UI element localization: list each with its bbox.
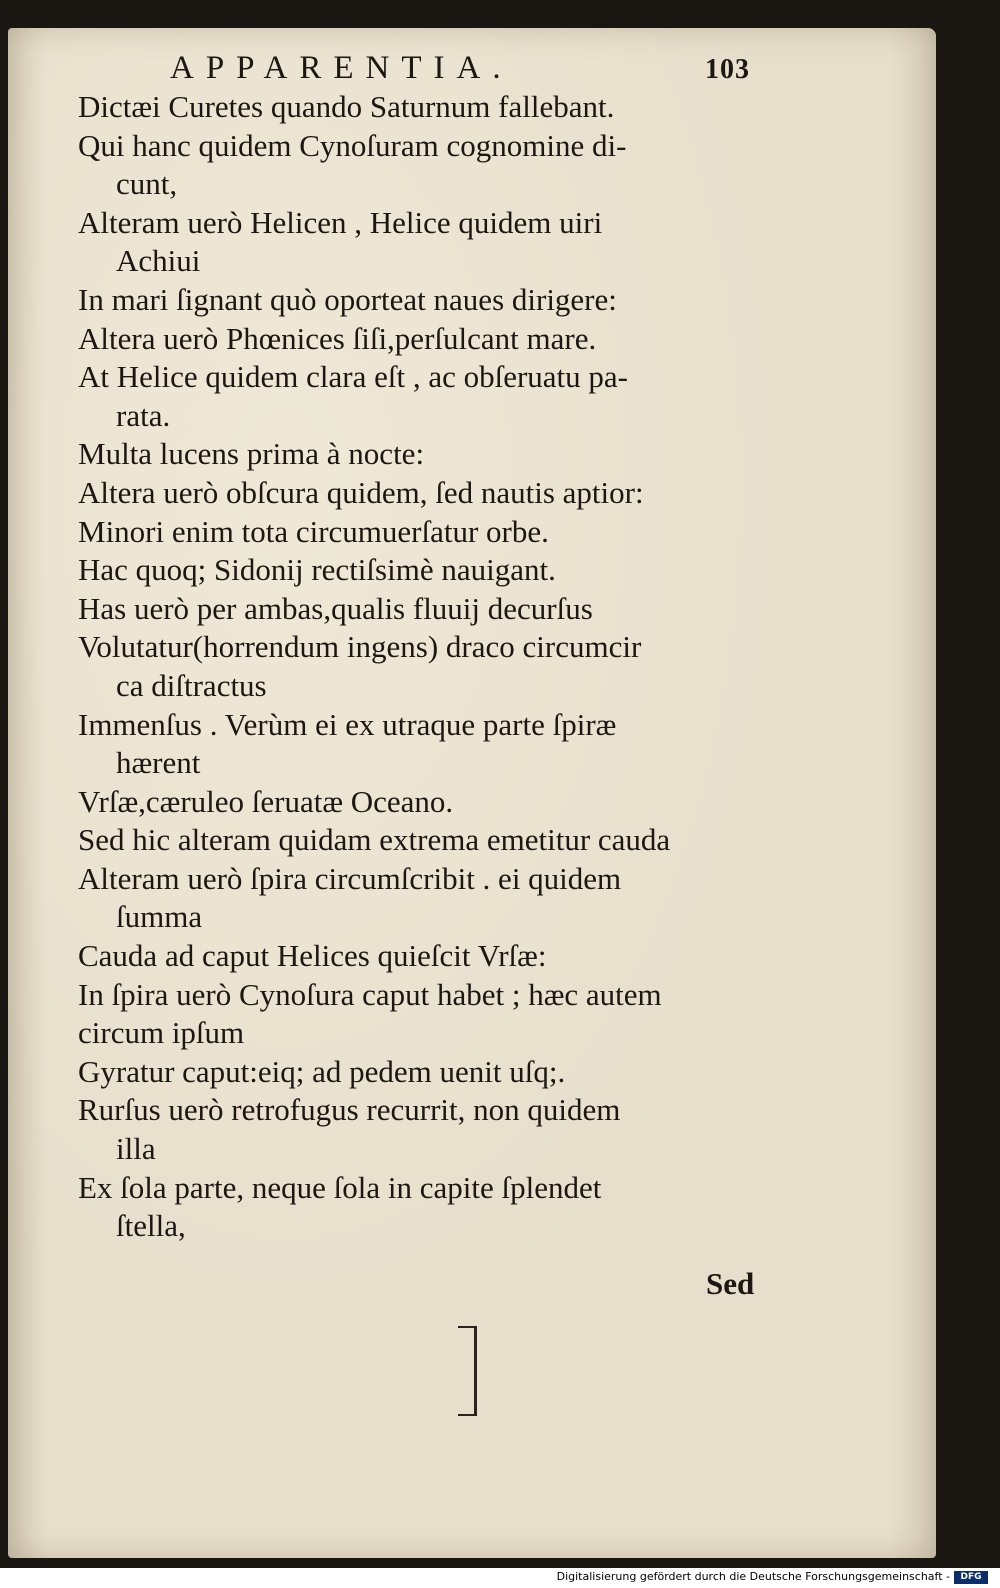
verse-line: Minori enim tota circumuerſatur orbe.: [78, 513, 549, 549]
verse-line: Volutatur(horrendum ingens) draco circumcir: [78, 629, 642, 665]
verse-line-continuation: hærent: [116, 745, 201, 781]
verse-line: Rurſus uerò retrofugus recurrit, non quidem: [78, 1092, 621, 1128]
verse-line: At Helice quidem clara eſt , ac obſeruatu pa-: [78, 359, 628, 395]
verse-line: In ſpira uerò Cynoſura caput habet ; hæc autem: [78, 976, 662, 1012]
verse-line: Has uerò per ambas,qualis fluuij decurſus: [78, 590, 593, 626]
verse-line: Alteram uerò ſpira circumſcribit . ei quidem: [78, 860, 622, 896]
verse-line: circum ipſum: [78, 1015, 245, 1051]
dfg-logo-icon: DFG: [954, 1571, 988, 1584]
verse-line-continuation: cunt,: [116, 166, 178, 202]
verse-line: Gyratur caput:eiq; ad pedem uenit uſq;.: [78, 1053, 566, 1089]
verse-line: Hac quoq; Sidonij rectiſsimè nauigant.: [78, 552, 556, 588]
catchword: Sed: [706, 1266, 755, 1301]
verse-line: Sed hic alteram quidam extrema emetitur cauda: [78, 822, 671, 858]
verse-line: Ex ſola parte, neque ſola in capite ſplendet: [78, 1169, 602, 1205]
page-number: 103: [705, 54, 750, 85]
verse-line: Dictæi Curetes quando Saturnum fallebant.: [78, 89, 615, 124]
running-head: APPARENTIA.: [170, 50, 513, 86]
verse-line: Alteram uerò Helicen , Helice quidem uiri: [78, 204, 603, 240]
bracket-mark: [458, 1326, 477, 1416]
verse-line-continuation: illa: [116, 1131, 156, 1167]
verse-line-continuation: rata.: [116, 397, 171, 433]
verse-line: Multa lucens prima à nocte:: [78, 436, 425, 472]
verse-line-continuation: Achiui: [116, 243, 201, 279]
verse-line-continuation: ſtella,: [116, 1208, 186, 1244]
verse-line: Cauda ad caput Helices quieſcit Vrſæ:: [78, 938, 547, 974]
verse-line: In mari ſignant quò oporteat naues dirigere:: [78, 281, 617, 317]
verse-text: [78, 88, 778, 1246]
verse-line-continuation: ſumma: [116, 899, 203, 935]
verse-line: Immenſus . Verùm ei ex utraque parte ſpiræ: [78, 706, 617, 742]
verse-line: Altera uerò obſcura quidem, ſed nautis aptior:: [78, 474, 644, 510]
digitization-footer: [0, 1568, 1000, 1588]
verse-line: Qui hanc quidem Cynoſuram cognomine di-: [78, 127, 627, 163]
verse-line-continuation: ca diſtractus: [116, 667, 267, 703]
footer-credit: Digitalisierung gefördert durch die Deutsche Forschungsgemeinschaft -: [556, 1570, 950, 1583]
verse-line: Vrſæ,cæruleo ſeruatæ Oceano.: [78, 783, 454, 819]
verse-line: Altera uerò Phœnices ſiſi,perſulcant mare.: [78, 320, 597, 356]
